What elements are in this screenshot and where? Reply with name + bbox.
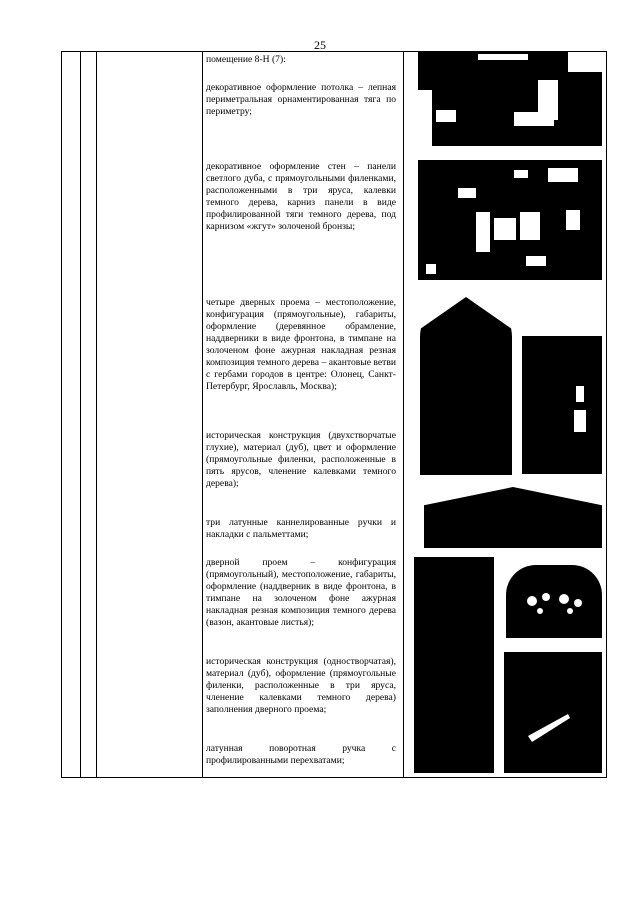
ceiling-photo-detail <box>418 52 602 146</box>
wall-panels-detail <box>418 160 602 280</box>
single-doorway-text: дверной проем – конфигурация (прямоугольный), местоположение, габариты, оформление (наддверник в виде фронтона, в тимпане на золоченом фоне ажурная накладная резная композиция темного дерева (вазон, акантовые листья); <box>206 557 396 628</box>
doorways-text: четыре дверных проема – местоположение, конфигурация (прямоугольные), габариты, оформление (деревянное обрамление, наддверники в виде фронтона, в тимпане на золоченом фоне ажурная накладная резная композиция темного дерева – акантовые ветви с гербами городов в центре: Олонец, Санкт-Петербург, Ярославль, Москва); <box>206 297 396 392</box>
single-door-construction-text: историческая конструкция (одностворчатая), материал (дуб), оформление (прямоугольные филенки, расположенные в три яруса, членение калевками темного дерева) заполнения дверного проема; <box>206 656 396 715</box>
ceiling-photo <box>418 52 602 146</box>
single-door-photo <box>414 557 494 773</box>
column-divider-3 <box>202 51 203 778</box>
door-detail-highlight <box>522 336 602 474</box>
double-door-photo <box>420 297 512 475</box>
handle-shape <box>504 652 602 773</box>
door-construction-text: историческая конструкция (двухстворчатые глухие), материал (дуб), цвет и оформление (прямоугольные филенки, расположенные в пять ярусов, членение калевками темного дерева); <box>206 430 396 489</box>
ceiling-decoration-text: декоративное оформление потолка – лепная периметральная орнаментированная тяга по периметру; <box>206 82 396 117</box>
rotary-handle-text: латунная поворотная ручка с профилированными перехватами; <box>206 743 396 766</box>
door-handles-text: три латунные каннелированные ручки и накладки с пальметтами; <box>206 517 396 540</box>
carved-ornament <box>506 565 602 638</box>
door-handle-photo <box>504 652 602 773</box>
wall-panels-photo <box>418 160 602 280</box>
column-divider-4 <box>403 51 404 778</box>
column-divider-2 <box>96 51 97 778</box>
column-divider-1 <box>80 51 81 778</box>
carved-pediment-photo <box>506 565 602 638</box>
page-number: 25 <box>314 38 326 52</box>
section-heading: помещение 8-Н (7): <box>206 54 286 65</box>
wall-decoration-text: декоративное оформление стен – панели светлого дуба, с прямоугольными филенками, расположенными в три яруса, калевки темного дерева, карниз панели в виде профилированной тяги темного дерева, под карнизом «жгут» золоченой бронзы; <box>206 161 396 232</box>
door-detail-photo <box>522 336 602 474</box>
